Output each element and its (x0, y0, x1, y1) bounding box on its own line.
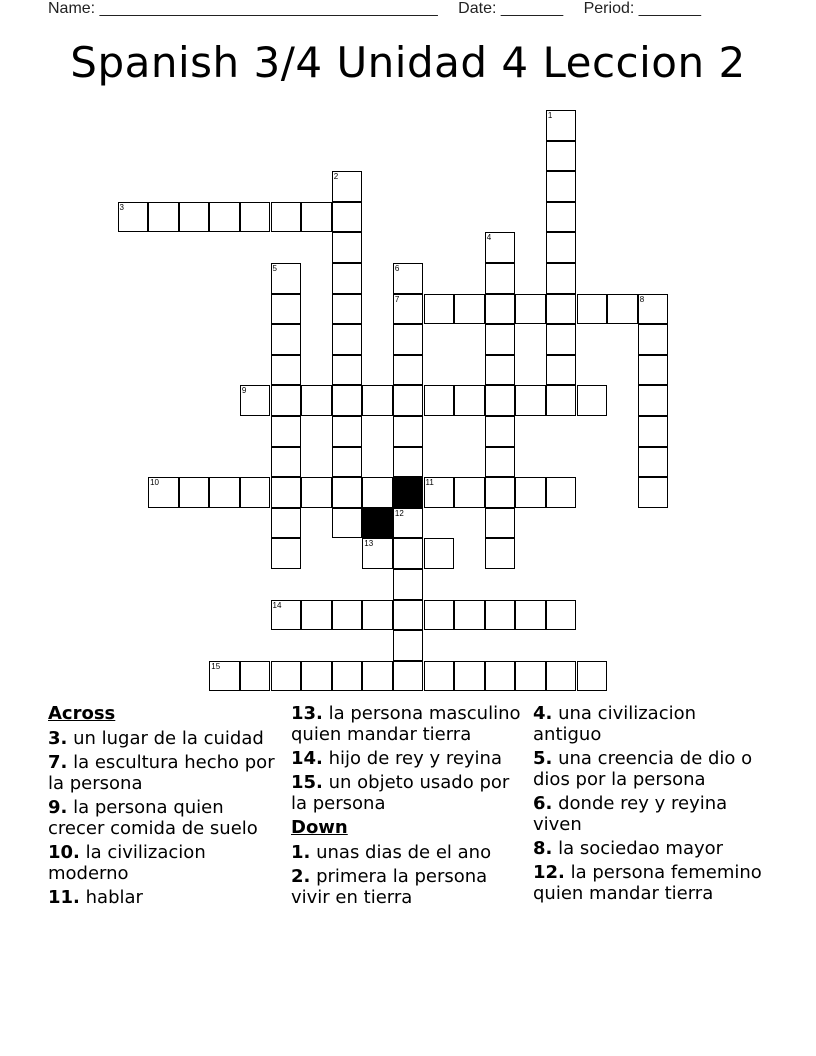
grid-cell[interactable] (332, 263, 363, 294)
grid-cell[interactable] (393, 324, 424, 355)
grid-cell[interactable] (301, 202, 332, 233)
cell-number: 14 (272, 600, 282, 610)
grid-cell[interactable] (546, 294, 577, 325)
grid-cell[interactable] (485, 232, 516, 263)
grid-cell[interactable] (485, 477, 516, 508)
grid-cell[interactable] (362, 600, 393, 631)
grid-cell[interactable] (271, 416, 302, 447)
grid-cell[interactable] (577, 294, 608, 325)
grid-cell[interactable] (240, 385, 271, 416)
grid-cell[interactable] (485, 508, 516, 539)
grid-cell[interactable] (332, 171, 363, 202)
grid-cell[interactable] (332, 477, 363, 508)
grid-cell[interactable] (271, 324, 302, 355)
grid-cell[interactable] (577, 661, 608, 692)
clue-across-13: 13. la persona masculino quien mandar tierra (291, 703, 521, 745)
grid-cell[interactable] (301, 600, 332, 631)
grid-cell[interactable] (271, 294, 302, 325)
grid-cell[interactable] (393, 508, 424, 539)
grid-cell[interactable] (546, 141, 577, 172)
cell-number: 12 (394, 508, 404, 518)
grid-cell[interactable] (485, 661, 516, 692)
grid-cell[interactable] (485, 355, 516, 386)
period-field[interactable]: Period: _______ (583, 0, 702, 17)
grid-cell[interactable] (546, 355, 577, 386)
grid-cell[interactable] (515, 294, 546, 325)
clue-down-4: 4. una civilizacion antiguo (533, 703, 697, 745)
cell-number: 2 (333, 172, 339, 182)
grid-cell[interactable] (362, 661, 393, 692)
grid-cell[interactable] (332, 294, 363, 325)
grid-cell[interactable] (209, 661, 240, 692)
grid-cell[interactable] (393, 630, 424, 661)
cell-number: 6 (394, 264, 400, 273)
cell-number: 7 (394, 294, 400, 304)
grid-cell[interactable] (638, 477, 669, 508)
grid-cell[interactable] (271, 508, 302, 539)
grid-cell[interactable] (424, 600, 455, 631)
clue-across-10: 10. la civilizacion moderno (48, 842, 206, 884)
grid-cell[interactable] (271, 263, 302, 294)
grid-cell[interactable] (118, 202, 149, 233)
clue-down-1: 1. unas dias de el ano (291, 842, 492, 863)
cell-number: 3 (119, 202, 124, 212)
clue-column-3 (533, 703, 768, 907)
grid-cell[interactable] (485, 385, 516, 416)
grid-cell[interactable] (424, 661, 455, 692)
grid-cell[interactable] (515, 385, 546, 416)
clue-across-3: 3. un lugar de la cuidad (48, 728, 264, 749)
grid-cell[interactable] (209, 477, 240, 508)
grid-cell[interactable] (301, 661, 332, 692)
grid-cell[interactable] (485, 324, 516, 355)
grid-cell[interactable] (424, 294, 455, 325)
grid-cell[interactable] (485, 447, 516, 478)
grid-cell[interactable] (332, 232, 363, 263)
grid-cell[interactable] (393, 569, 424, 600)
date-field[interactable]: Date: _______ (458, 0, 564, 17)
grid-cell[interactable] (546, 385, 577, 416)
clue-column-2 (291, 703, 526, 911)
grid-cell[interactable] (546, 171, 577, 202)
grid-cell[interactable] (271, 385, 302, 416)
clue-down-2: 2. primera la persona vivir en tierra (291, 866, 488, 908)
grid-cell[interactable] (240, 202, 271, 233)
clue-down-12: 12. la persona fememino quien mandar tierra (533, 862, 762, 904)
grid-cell[interactable] (515, 600, 546, 631)
grid-cell[interactable] (454, 661, 485, 692)
grid-cell[interactable] (546, 477, 577, 508)
black-cell (393, 477, 424, 508)
grid-cell[interactable] (546, 232, 577, 263)
grid-cell[interactable] (454, 600, 485, 631)
grid-cell[interactable] (607, 294, 638, 325)
grid-cell[interactable] (546, 110, 577, 141)
grid-cell[interactable] (148, 477, 179, 508)
grid-cell[interactable] (485, 294, 516, 325)
name-field[interactable]: Name: ______________________________________ (48, 0, 438, 17)
grid-cell[interactable] (332, 385, 363, 416)
grid-cell[interactable] (271, 447, 302, 478)
grid-cell[interactable] (362, 538, 393, 569)
grid-cell[interactable] (301, 385, 332, 416)
grid-cell[interactable] (179, 477, 210, 508)
grid-cell[interactable] (393, 263, 424, 294)
clue-down-5: 5. una creencia de dio o dios por la persona (533, 748, 753, 790)
grid-cell[interactable] (638, 385, 669, 416)
cell-number: 11 (425, 478, 434, 488)
grid-cell[interactable] (393, 416, 424, 447)
clue-across-15: 15. un objeto usado por la persona (291, 772, 510, 814)
cell-number: 10 (150, 478, 159, 488)
grid-cell[interactable] (638, 416, 669, 447)
clue-column-1 (48, 703, 283, 911)
grid-cell[interactable] (424, 385, 455, 416)
grid-cell[interactable] (393, 294, 424, 325)
grid-cell[interactable] (393, 385, 424, 416)
clue-down-8: 8. la sociedao mayor (533, 838, 724, 859)
black-cell (362, 508, 393, 539)
grid-cell[interactable] (271, 600, 302, 631)
grid-cell[interactable] (209, 202, 240, 233)
grid-cell[interactable] (485, 416, 516, 447)
grid-cell[interactable] (515, 477, 546, 508)
grid-cell[interactable] (424, 477, 455, 508)
grid-cell[interactable] (485, 600, 516, 631)
grid-cell[interactable] (271, 202, 302, 233)
grid-cell[interactable] (638, 294, 669, 325)
across-heading: Across (48, 703, 116, 724)
grid-cell[interactable] (148, 202, 179, 233)
clue-down-6: 6. donde rey y reyina viven (533, 793, 728, 835)
grid-cell[interactable] (546, 600, 577, 631)
grid-cell[interactable] (362, 477, 393, 508)
grid-cell[interactable] (271, 477, 302, 508)
grid-cell[interactable] (577, 385, 608, 416)
grid-cell[interactable] (485, 263, 516, 294)
grid-cell[interactable] (332, 600, 363, 631)
grid-cell[interactable] (546, 202, 577, 233)
cell-number: 8 (639, 294, 645, 304)
grid-cell[interactable] (393, 355, 424, 386)
page-title: Spanish 3/4 Unidad 4 Leccion 2 (70, 38, 746, 87)
grid-cell[interactable] (179, 202, 210, 233)
grid-cell[interactable] (301, 477, 332, 508)
grid-cell[interactable] (240, 477, 271, 508)
grid-cell[interactable] (332, 324, 363, 355)
grid-cell[interactable] (454, 477, 485, 508)
down-heading: Down (291, 817, 348, 838)
grid-cell[interactable] (638, 324, 669, 355)
cell-number: 9 (241, 386, 247, 396)
clue-across-14: 14. hijo de rey y reyina (291, 748, 502, 769)
grid-cell[interactable] (485, 538, 516, 569)
grid-cell[interactable] (271, 661, 302, 692)
grid-cell[interactable] (362, 385, 393, 416)
cell-number: 4 (486, 233, 492, 243)
cell-number: 5 (272, 264, 277, 273)
grid-cell[interactable] (393, 447, 424, 478)
cell-number: 15 (211, 661, 221, 671)
grid-cell[interactable] (393, 600, 424, 631)
grid-cell[interactable] (546, 661, 577, 692)
grid-cell[interactable] (546, 263, 577, 294)
grid-cell[interactable] (332, 508, 363, 539)
grid-cell[interactable] (393, 538, 424, 569)
grid-cell[interactable] (332, 447, 363, 478)
grid-cell[interactable] (271, 538, 302, 569)
grid-cell[interactable] (240, 661, 271, 692)
cell-number: 13 (364, 539, 374, 549)
grid-cell[interactable] (332, 355, 363, 386)
grid-cell[interactable] (454, 294, 485, 325)
grid-cell[interactable] (515, 661, 546, 692)
clue-across-7: 7. la escultura hecho por la persona (48, 752, 275, 794)
grid-cell[interactable] (393, 661, 424, 692)
grid-cell[interactable] (454, 385, 485, 416)
grid-cell[interactable] (332, 661, 363, 692)
grid-cell[interactable] (546, 324, 577, 355)
clue-across-11: 11. hablar (48, 887, 143, 908)
grid-cell[interactable] (638, 447, 669, 478)
grid-cell[interactable] (271, 355, 302, 386)
cell-number: 1 (547, 111, 553, 120)
grid-cell[interactable] (638, 355, 669, 386)
clue-across-9: 9. la persona quien crecer comida de suelo (48, 797, 258, 839)
grid-cell[interactable] (424, 538, 455, 569)
grid-cell[interactable] (332, 416, 363, 447)
grid-cell[interactable] (332, 202, 363, 233)
